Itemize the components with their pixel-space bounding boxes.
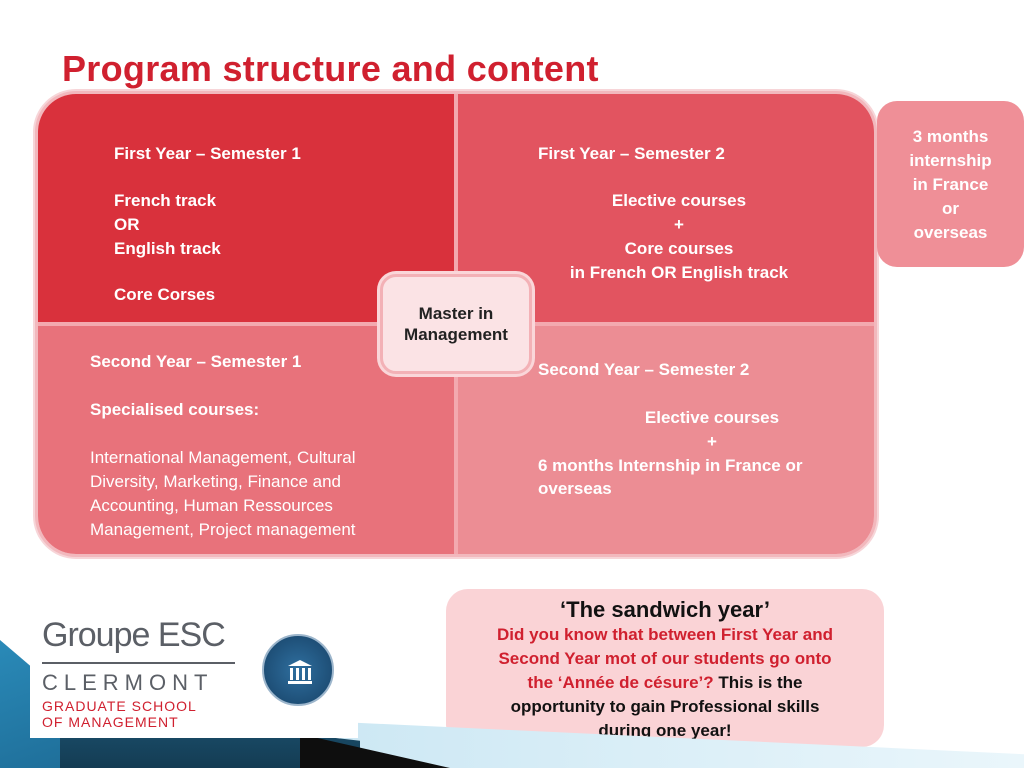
- q4-center-line-2: +: [707, 432, 717, 451]
- q1-line-3: English track: [114, 239, 221, 258]
- intern-line-5: overseas: [913, 223, 988, 242]
- q2-line-1: Elective courses: [611, 191, 747, 210]
- sandwich-title: ‘The sandwich year’: [560, 597, 770, 622]
- q2-line-3: Core courses: [624, 239, 734, 258]
- logo-line-4: OF MANAGEMENT: [42, 714, 179, 730]
- sandwich-year-box: [446, 589, 884, 747]
- q2-heading: First Year – Semester 2: [538, 144, 725, 163]
- intern-line-2: internship: [909, 151, 992, 170]
- page-title: Program structure and content: [62, 48, 599, 89]
- aacsb-seal-icon: [262, 634, 334, 706]
- q1-heading: First Year – Semester 1: [114, 144, 301, 163]
- center-line-1: Master in: [418, 304, 494, 323]
- q3-heading: Second Year – Semester 1: [90, 352, 302, 371]
- pillars-icon: [286, 658, 314, 686]
- intern-line-1: 3 months: [912, 127, 989, 146]
- sandwich-dark-line-2: during one year!: [598, 721, 732, 740]
- logo-line-2: CLERMONT: [42, 670, 214, 695]
- sandwich-dark-inline: This is the: [718, 673, 803, 692]
- q1-line-1: French track: [114, 191, 217, 210]
- center-line-2: Management: [404, 325, 508, 344]
- sandwich-dark-line-1: opportunity to gain Professional skills: [510, 697, 820, 716]
- logo-line-1: Groupe ESC: [42, 616, 225, 654]
- sandwich-red-line-2: Second Year mot of our students go onto: [498, 649, 832, 668]
- q3-line-1: International Management, Cultural: [90, 448, 356, 467]
- q3-subheading: Specialised courses:: [90, 400, 260, 419]
- sandwich-red-line-1: Did you know that between First Year and: [497, 625, 833, 644]
- intern-line-3: in France: [912, 175, 989, 194]
- q3-line-3: Accounting, Human Ressources: [90, 496, 333, 515]
- q4-line-1: 6 months Internship in France or: [538, 456, 803, 475]
- q3-line-2: Diversity, Marketing, Finance and: [90, 472, 342, 491]
- sandwich-body: [446, 623, 884, 743]
- logo-line-3: GRADUATE SCHOOL: [42, 698, 197, 714]
- q4-center-line-1: Elective courses: [644, 408, 780, 427]
- q3-line-4: Management, Project management: [90, 520, 356, 539]
- q1-line-2: OR: [114, 215, 140, 234]
- master-in-management-box: [380, 274, 532, 374]
- q2-line-4: in French OR English track: [569, 263, 789, 282]
- logo-rule: [42, 662, 235, 664]
- sandwich-red-line-3: the ‘Année de césure’?: [527, 673, 714, 692]
- internship-box: [877, 101, 1024, 267]
- q1-extra: Core Corses: [114, 285, 216, 304]
- q2-line-2: +: [674, 215, 684, 234]
- intern-line-4: or: [942, 199, 959, 218]
- q4-heading: Second Year – Semester 2: [538, 360, 750, 379]
- q4-line-2: overseas: [538, 479, 612, 498]
